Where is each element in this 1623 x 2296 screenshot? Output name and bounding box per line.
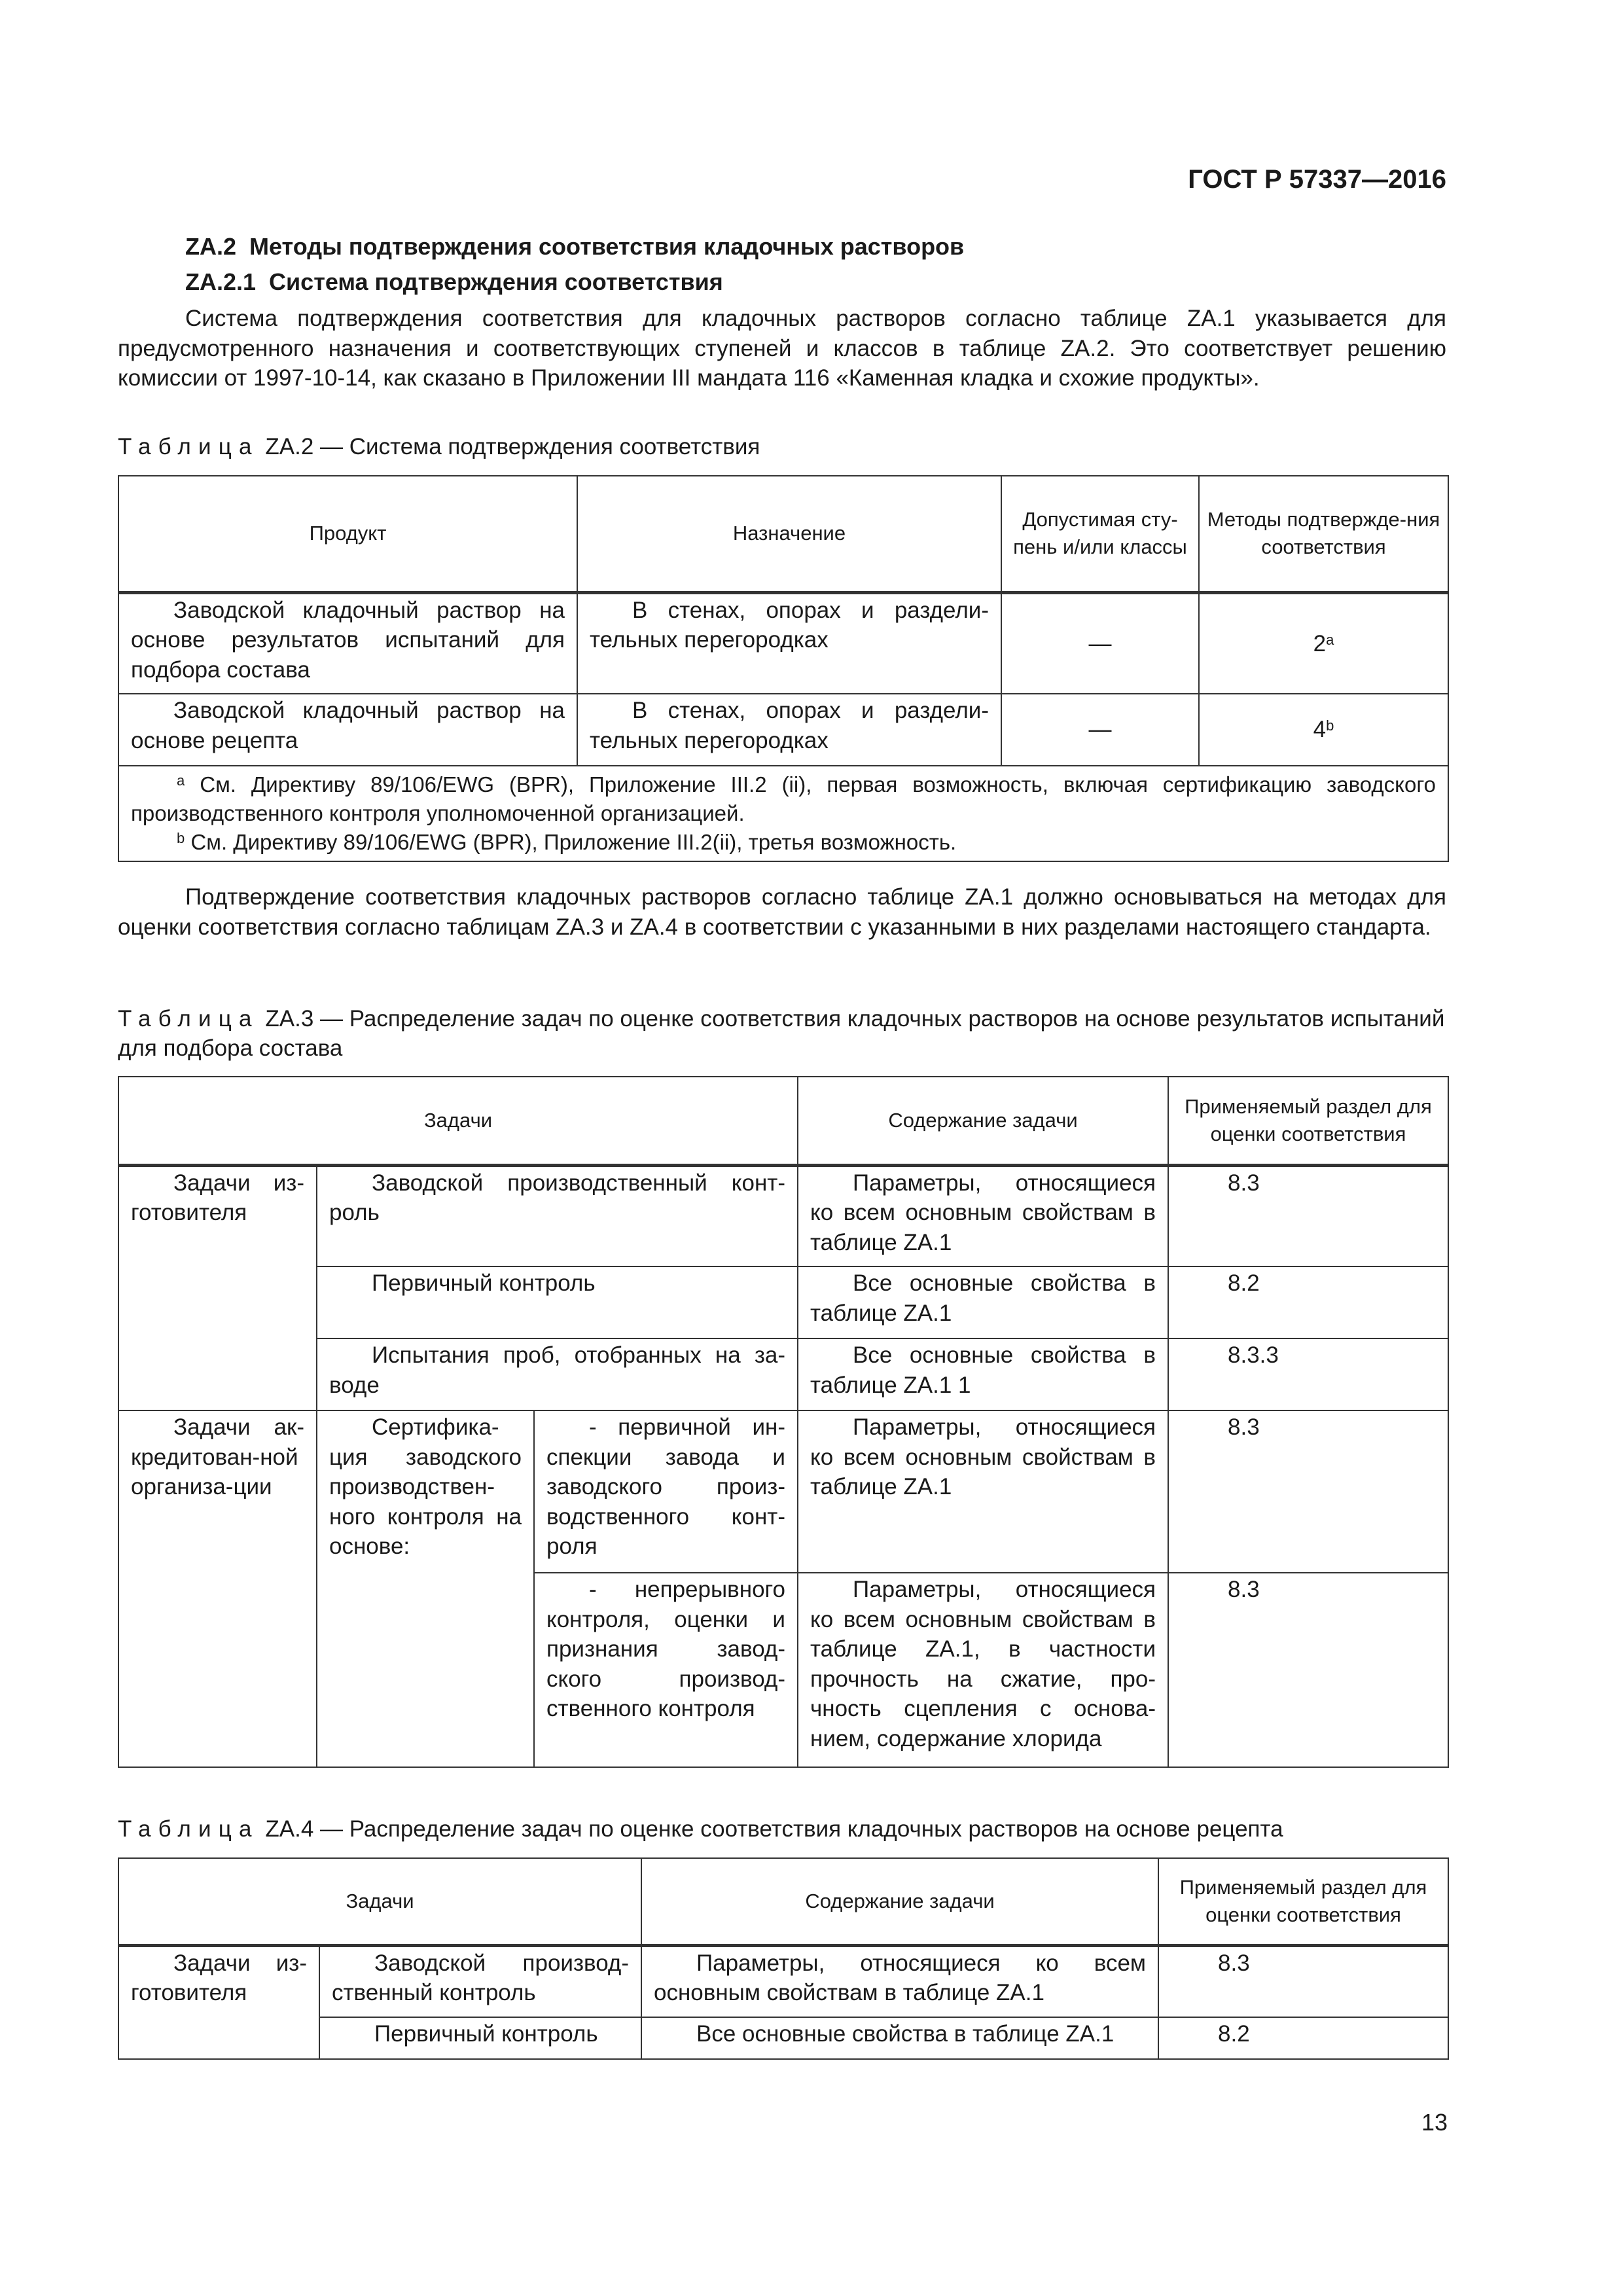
content-cell: Параметры, относящиеся ко всем основным свойствам в таблице ZA.1, в частности прочность на сжатие, про-чность сцепления с основа-нием, содержание хлорида [798, 1573, 1168, 1767]
task-cell: Заводской производ-ственный контроль [319, 1945, 641, 2017]
level-cell: — [1001, 592, 1199, 694]
page-number: 13 [1421, 2109, 1448, 2136]
column-header: Содержание задачи [641, 1858, 1158, 1945]
table-za4-caption [118, 1814, 1446, 1844]
content-cell: Все основные свойства в таблице ZA.1 [641, 2017, 1158, 2059]
paragraph-2: Подтверждение соответствия кладочных растворов согласно таблице ZA.1 должно основываться на методах для оценки соответствия согласно таблицам ZA.3 и ZA.4 в соответствии с указанными в них разделами настоящего стандарта. [118, 884, 1446, 940]
paragraph-1: Система подтверждения соответствия для кладочных растворов согласно таблице ZA.1 указывается для предусмотренного назначения и соответствующих ступеней и классов в таблице ZA.2. Это соответствует решению комиссии от 1997-10-14, как сказано в Приложении III мандата 116 «Каменная кладка и схожие продукты». [118, 306, 1446, 391]
section-cell: 8.3 [1168, 1573, 1448, 1767]
column-header: Методы подтвержде-ния соответствия [1199, 476, 1448, 592]
content-cell: Параметры, относящиеся ко всем основным свойствам в таблице ZA.1 [798, 1410, 1168, 1573]
accredited-tasks-cell: Задачи ак-кредитован-ной организа-ции [118, 1410, 317, 1767]
footnote-text: См. Директиву 89/106/EWG (BPR), Приложение III.2 (ii), первая возможность, включая сертификацию заводского производственного контроля уполномоченной организацией. [131, 772, 1436, 825]
column-header: Применяемый раздел для оценки соответствия [1168, 1077, 1448, 1165]
purpose-cell: В стенах, опорах и раздели-тельных перегородках [577, 694, 1001, 766]
footnote-mark: b [177, 830, 185, 846]
table-za3 [118, 1076, 1449, 1768]
footnote-a [131, 770, 1436, 828]
section-cell: 8.2 [1168, 1266, 1448, 1338]
column-header: Продукт [118, 476, 577, 592]
table-za3-caption [118, 1004, 1446, 1063]
manufacturer-tasks-cell: Задачи из-готовителя [118, 1945, 319, 2059]
certification-cell: Сертифика-ция заводского производствен-ного контроля на основе: [317, 1410, 534, 1767]
table-za4 [118, 1857, 1449, 2060]
method-cell [1199, 694, 1448, 766]
table-footnotes [118, 766, 1448, 861]
section-title: ZA.2 Методы подтверждения соответствия кладочных растворов [185, 233, 965, 260]
table-row [118, 1165, 1448, 1266]
table-row [118, 1945, 1448, 2017]
section-cell: 8.3 [1158, 1945, 1448, 2017]
task-cell: Первичный контроль [317, 1266, 798, 1338]
method-cell [1199, 592, 1448, 694]
column-header: Применяемый раздел для оценки соответствия [1158, 1858, 1448, 1945]
table-za2-caption [118, 432, 1446, 461]
table-word: Таблица [118, 1006, 259, 1031]
footnote-b [131, 828, 1436, 857]
table-row [118, 694, 1448, 766]
level-cell: — [1001, 694, 1199, 766]
table-row [118, 1266, 1448, 1338]
footnote-mark: a [177, 772, 185, 789]
section-cell: 8.2 [1158, 2017, 1448, 2059]
section-cell: 8.3.3 [1168, 1338, 1448, 1410]
content-cell: Все основные свойства в таблице ZA.1 [798, 1266, 1168, 1338]
column-header: Задачи [118, 1858, 641, 1945]
table-row [118, 1410, 1448, 1573]
task-cell: - первичной ин-спекции завода и заводского произ-водственного конт-роля [534, 1410, 798, 1573]
column-header: Содержание задачи [798, 1077, 1168, 1165]
column-header: Задачи [118, 1077, 798, 1165]
section-cell: 8.3 [1168, 1165, 1448, 1266]
caption-text: ZA.2 — Система подтверждения соответствия [265, 434, 760, 459]
column-header: Допустимая сту-пень и/или классы [1001, 476, 1199, 592]
table-row [118, 1338, 1448, 1410]
subsection-title: ZA.2.1 Система подтверждения соответствия [185, 268, 723, 295]
document-id: ГОСТ Р 57337—2016 [1188, 165, 1446, 194]
content-cell: Параметры, относящиеся ко всем основным свойствам в таблице ZA.1 [798, 1165, 1168, 1266]
product-cell: Заводской кладочный раствор на основе рецепта [118, 694, 577, 766]
manufacturer-tasks-cell: Задачи из-готовителя [118, 1165, 317, 1410]
table-row [118, 592, 1448, 694]
column-header: Назначение [577, 476, 1001, 592]
task-cell: Заводской производственный конт-роль [317, 1165, 798, 1266]
caption-text: ZA.3 — Распределение задач по оценке соответствия кладочных растворов на основе результатов испытаний для подбора состава [118, 1006, 1445, 1061]
table-word: Таблица [118, 1816, 259, 1842]
method-value: 4 [1313, 717, 1327, 743]
table-za2 [118, 475, 1449, 862]
table-word: Таблица [118, 434, 259, 459]
content-cell: Все основные свойства в таблице ZA.1 1 [798, 1338, 1168, 1410]
caption-text: ZA.4 — Распределение задач по оценке соответствия кладочных растворов на основе рецепта [265, 1816, 1283, 1842]
footnote-mark: a [1326, 631, 1334, 648]
content-cell: Параметры, относящиеся ко всем основным свойствам в таблице ZA.1 [641, 1945, 1158, 2017]
purpose-cell: В стенах, опорах и раздели-тельных перегородках [577, 592, 1001, 694]
task-cell: Испытания проб, отобранных на за-воде [317, 1338, 798, 1410]
method-value: 2 [1313, 630, 1327, 656]
footnote-text: См. Директиву 89/106/EWG (BPR), Приложение III.2(ii), третья возможность. [185, 830, 957, 854]
footnote-mark: b [1326, 717, 1334, 734]
task-cell: Первичный контроль [319, 2017, 641, 2059]
section-cell: 8.3 [1168, 1410, 1448, 1573]
footnotes-row [118, 766, 1448, 861]
product-cell: Заводской кладочный раствор на основе результатов испытаний для подбора состава [118, 592, 577, 694]
task-cell: - непрерывного контроля, оценки и признания завод-ского производ-ственного контроля [534, 1573, 798, 1767]
